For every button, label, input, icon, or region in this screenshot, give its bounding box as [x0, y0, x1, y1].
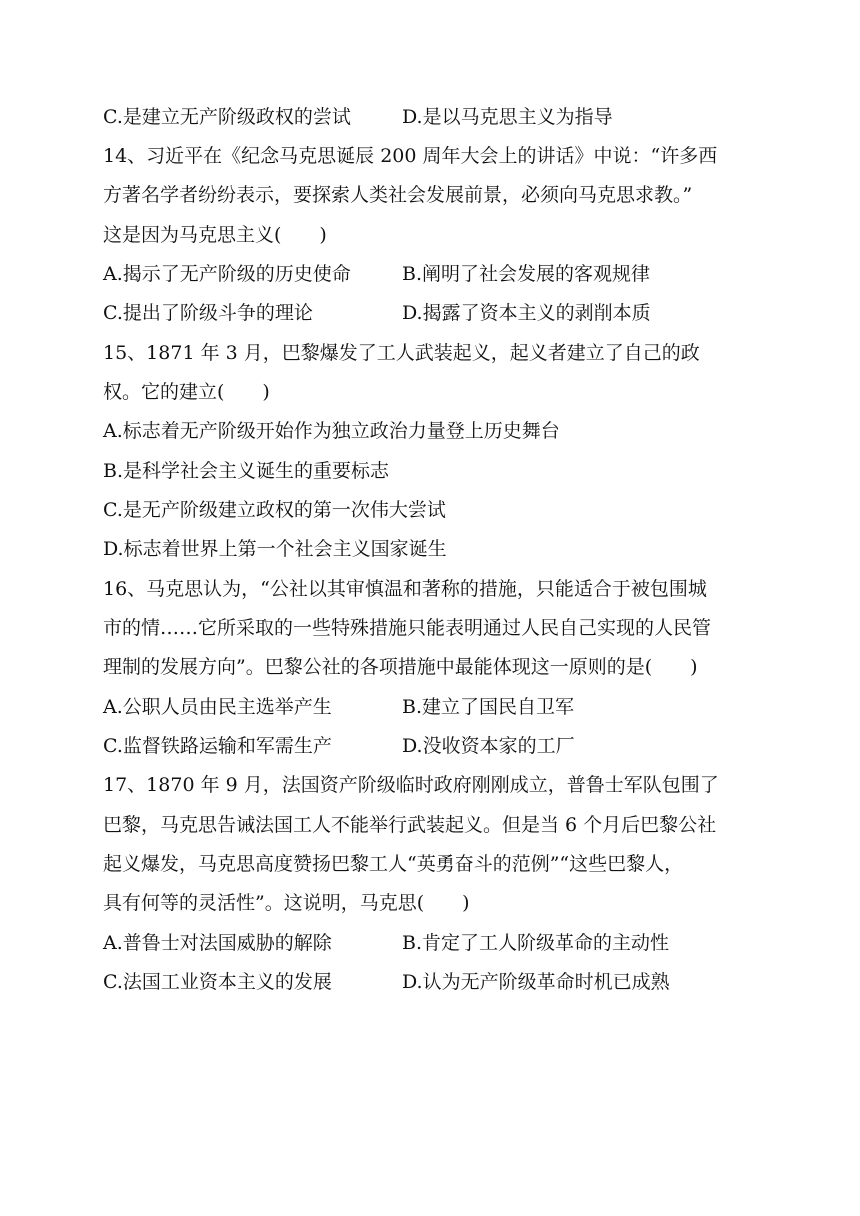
q16-stem-line-2: 市的情……它所采取的一些特殊措施只能表明通过人民自己实现的人民管 [103, 617, 712, 639]
q15-option-a: A.标志着无产阶级开始作为独立政治力量登上历史舞台 [103, 420, 560, 442]
q17-stem-line-2: 巴黎，马克思告诫法国工人不能举行武装起义。但是当 6 个月后巴黎公社 [103, 814, 717, 836]
q17-stem-line-1: 17、1870 年 9 月，法国资产阶级临时政府刚刚成立，普鲁士军队包围了 [103, 774, 719, 796]
q16-stem-line-3: 理制的发展方向”。巴黎公社的各项措施中最能体现这一原则的是( ) [103, 656, 698, 678]
q14-option-b: B.阐明了社会发展的客观规律 [402, 263, 651, 285]
q15-option-d: D.标志着世界上第一个社会主义国家诞生 [103, 538, 447, 560]
q16-option-c: C.监督铁路运输和军需生产 [103, 735, 332, 757]
q13-option-d: D.是以马克思主义为指导 [402, 106, 613, 128]
q13-option-c: C.是建立无产阶级政权的尝试 [103, 106, 351, 128]
q15-option-c: C.是无产阶级建立政权的第一次伟大尝试 [103, 499, 446, 521]
q17-stem-line-4: 具有何等的灵活性”。这说明，马克思( ) [103, 892, 470, 914]
q16-option-b: B.建立了国民自卫军 [402, 696, 575, 718]
q15-stem-line-2: 权。它的建立( ) [103, 381, 270, 403]
q17-option-c: C.法国工业资本主义的发展 [103, 971, 332, 993]
q17-stem-line-3: 起义爆发，马克思高度赞扬巴黎工人“英勇奋斗的范例”“这些巴黎人， [103, 853, 684, 875]
q16-stem-line-1: 16、马克思认为，“公社以其审慎温和著称的措施，只能适合于被包围城 [103, 578, 707, 600]
q17-option-a: A.普鲁士对法国威胁的解除 [103, 932, 332, 954]
q14-stem-line-1: 14、习近平在《纪念马克思诞辰 200 周年大会上的讲话》中说：“许多西 [103, 145, 718, 167]
q16-option-a: A.公职人员由民主选举产生 [103, 696, 332, 718]
q15-option-b: B.是科学社会主义诞生的重要标志 [103, 460, 390, 482]
q14-option-d: D.揭露了资本主义的剥削本质 [402, 302, 651, 324]
q17-option-d: D.认为无产阶级革命时机已成熟 [402, 971, 670, 993]
q14-stem-line-2: 方著名学者纷纷表示，要探索人类社会发展前景，必须向马克思求教。” [103, 184, 693, 206]
q14-stem-line-3: 这是因为马克思主义( ) [103, 224, 327, 246]
q16-option-d: D.没收资本家的工厂 [402, 735, 575, 757]
q15-stem-line-1: 15、1871 年 3 月，巴黎爆发了工人武装起义，起义者建立了自己的政 [103, 342, 700, 364]
q17-option-b: B.肯定了工人阶级革命的主动性 [402, 932, 670, 954]
q14-option-a: A.揭示了无产阶级的历史使命 [103, 263, 351, 285]
q14-option-c: C.提出了阶级斗争的理论 [103, 302, 313, 324]
